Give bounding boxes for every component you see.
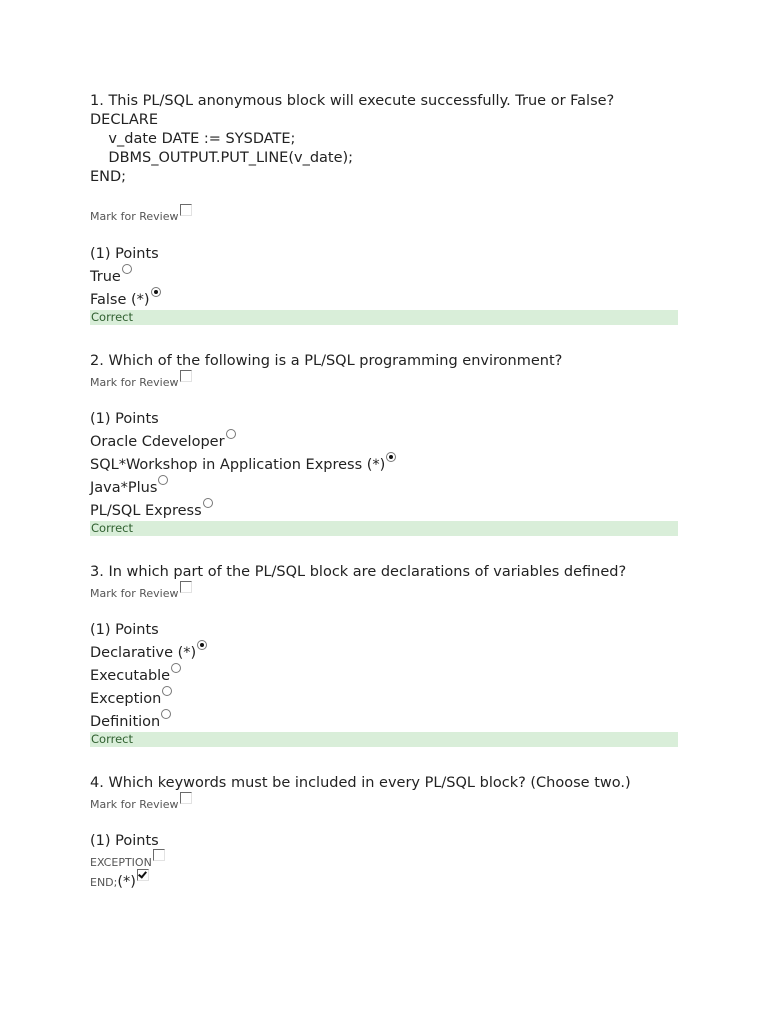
answer-option[interactable] <box>90 291 678 310</box>
points-label: (1) Points <box>90 622 159 638</box>
answer-option-label: False (*) <box>90 292 150 308</box>
answer-option-label: Executable <box>90 668 171 684</box>
answer-option-label: EXCEPTION <box>90 856 152 869</box>
answer-radio[interactable] <box>158 475 168 485</box>
points-label: (1) Points <box>90 411 159 427</box>
answer-option-label: END; <box>90 876 118 889</box>
question-3 <box>90 563 678 747</box>
question-2 <box>90 352 678 536</box>
mark-for-review-checkbox[interactable] <box>180 792 192 804</box>
answer-radio[interactable] <box>386 452 396 462</box>
question-1 <box>90 92 678 325</box>
status-bar: Correct <box>90 521 678 536</box>
question-4 <box>90 774 678 890</box>
mark-for-review-checkbox[interactable] <box>180 204 192 216</box>
code-line: DBMS_OUTPUT.PUT_LINE(v_date); <box>90 150 354 166</box>
answer-option-label: Java*Plus <box>90 480 158 496</box>
question-text: 4. Which keywords must be included in every PL/SQL block? (Choose two.) <box>90 775 631 791</box>
mark-for-review-checkbox[interactable] <box>180 370 192 382</box>
answer-radio[interactable] <box>162 686 172 696</box>
mark-for-review <box>90 376 678 390</box>
answer-radio[interactable] <box>151 287 161 297</box>
correct-mark: (*) <box>117 874 136 890</box>
points-label: (1) Points <box>90 833 159 849</box>
answer-option-label: Definition <box>90 714 161 730</box>
status-bar: Correct <box>90 732 678 747</box>
answer-checkbox[interactable] <box>153 849 165 861</box>
question-text: 2. Which of the following is a PL/SQL programming environment? <box>90 353 563 369</box>
answer-radio[interactable] <box>197 640 207 650</box>
mark-for-review-label: Mark for Review <box>90 798 179 811</box>
mark-for-review-checkbox[interactable] <box>180 581 192 593</box>
answer-option-label: Oracle Cdeveloper <box>90 434 225 450</box>
answer-option[interactable] <box>90 855 678 870</box>
answer-option[interactable] <box>90 644 678 663</box>
answer-option[interactable] <box>90 268 678 287</box>
answer-option-label: SQL*Workshop in Application Express (*) <box>90 457 386 473</box>
question-text: 1. This PL/SQL anonymous block will execute successfully. True or False? <box>90 93 615 109</box>
mark-for-review <box>90 210 678 224</box>
answer-option-label: Exception <box>90 691 162 707</box>
answer-checkbox[interactable] <box>137 869 149 881</box>
answer-option[interactable] <box>90 713 678 732</box>
answer-radio[interactable] <box>226 429 236 439</box>
code-line: DECLARE <box>90 112 159 128</box>
answer-radio[interactable] <box>161 709 171 719</box>
quiz-page <box>90 92 678 890</box>
mark-for-review-label: Mark for Review <box>90 210 179 223</box>
code-block <box>90 111 678 187</box>
mark-for-review <box>90 587 678 601</box>
status-bar: Correct <box>90 310 678 325</box>
answer-option[interactable] <box>90 667 678 686</box>
mark-for-review-label: Mark for Review <box>90 376 179 389</box>
answer-option[interactable] <box>90 479 678 498</box>
mark-for-review <box>90 798 678 812</box>
code-line: END; <box>90 169 127 185</box>
answer-radio[interactable] <box>171 663 181 673</box>
answer-radio[interactable] <box>203 498 213 508</box>
answer-option[interactable] <box>90 433 678 452</box>
answer-option[interactable] <box>90 502 678 521</box>
points-label: (1) Points <box>90 246 159 262</box>
answer-option[interactable] <box>90 456 678 475</box>
mark-for-review-label: Mark for Review <box>90 587 179 600</box>
answer-option-label: PL/SQL Express <box>90 503 202 519</box>
answer-option-label: True <box>90 269 121 285</box>
answer-option[interactable] <box>90 875 678 890</box>
code-line: v_date DATE := SYSDATE; <box>90 131 296 147</box>
answer-option[interactable] <box>90 690 678 709</box>
answer-radio[interactable] <box>122 264 132 274</box>
question-text: 3. In which part of the PL/SQL block are declarations of variables defined? <box>90 564 627 580</box>
answer-option-label: Declarative (*) <box>90 645 197 661</box>
